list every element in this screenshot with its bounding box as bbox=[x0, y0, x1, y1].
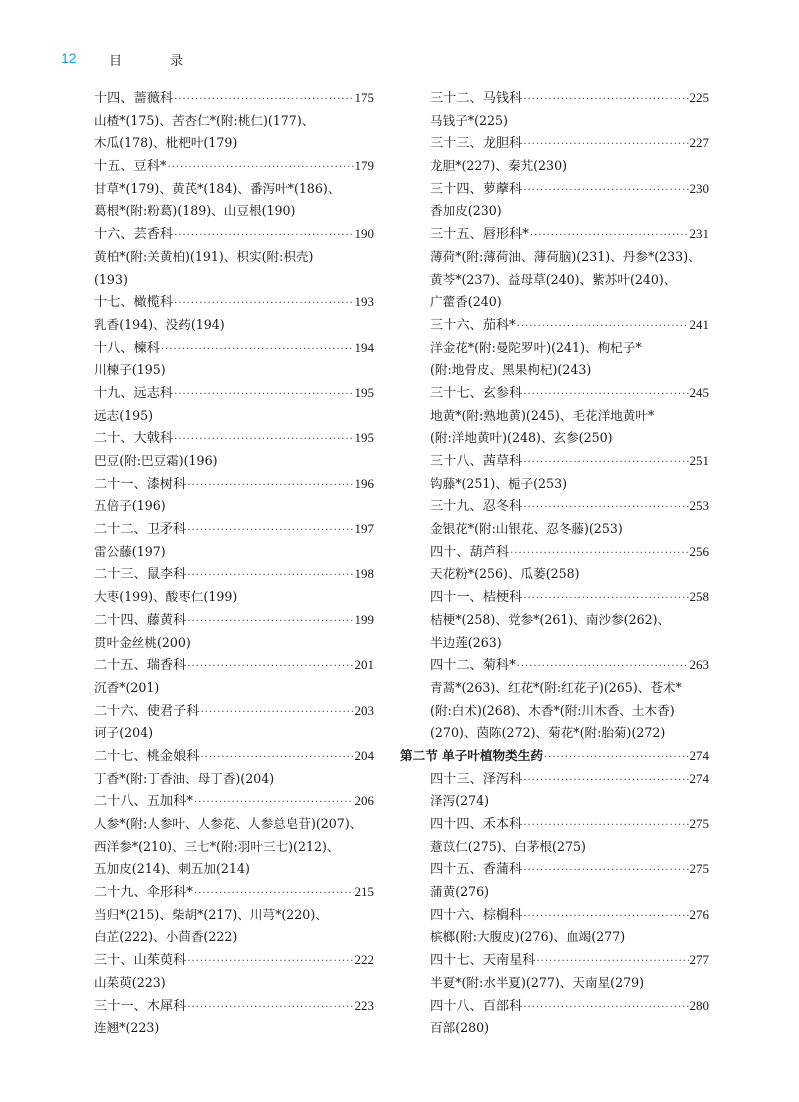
toc-drug-list: 巴豆(附:巴豆霜)(196) bbox=[94, 453, 218, 468]
toc-drug-list: 青蒿*(263)、红花*(附:红花子)(265)、苍术* bbox=[430, 679, 682, 695]
toc-family-entry bbox=[400, 541, 709, 564]
toc-leader-dots bbox=[523, 180, 688, 201]
toc-drug-list: 葛根*(附:粉葛)(189)、山豆根(190) bbox=[94, 203, 296, 219]
toc-page-number: 258 bbox=[689, 589, 709, 605]
toc-page-number: 206 bbox=[354, 793, 374, 809]
toc-leader-dots bbox=[523, 497, 688, 518]
toc-page-number: 275 bbox=[689, 816, 709, 831]
toc-drug-list: (193) bbox=[94, 271, 128, 287]
toc-page-number: 245 bbox=[689, 384, 709, 400]
toc-entry-label: 三十六、茄科* bbox=[430, 317, 516, 333]
toc-leader-dots bbox=[523, 860, 688, 881]
toc-drug-list: 半边莲(263) bbox=[430, 634, 502, 650]
toc-drug-list: 槟榔(附:大腹皮)(276)、血竭(277) bbox=[430, 929, 626, 945]
toc-entry-label: 四十五、香蒲科 bbox=[430, 862, 523, 878]
toc-entry-label: 十五、豆科* bbox=[94, 159, 167, 175]
toc-drug-list: 龙胆*(227)、秦艽(230) bbox=[430, 158, 567, 174]
toc-drug-list: 地黄*(附:熟地黄)(245)、毛花洋地黄叶* bbox=[430, 407, 655, 423]
toc-drug-list: 白芷(222)、小茴香(222) bbox=[94, 929, 238, 945]
toc-leader-dots bbox=[523, 770, 688, 791]
toc-family-entry bbox=[400, 768, 709, 791]
toc-drug-list: 黄芩*(237)、益母草(240)、紫苏叶(240)、 bbox=[430, 271, 677, 287]
toc-entry-label: 四十八、百部科 bbox=[430, 998, 523, 1014]
toc-entry-label: 二十六、使君子科 bbox=[94, 703, 200, 719]
toc-family-entry bbox=[94, 337, 374, 360]
toc-family-entry bbox=[400, 132, 709, 155]
toc-family-entry bbox=[94, 654, 374, 677]
toc-drug-list: 大枣(199)、酸枣仁(199) bbox=[94, 589, 238, 605]
toc-entry-label: 二十三、鼠李科 bbox=[94, 567, 187, 583]
toc-entry-label: 四十四、禾本科 bbox=[430, 817, 523, 832]
toc-entry-label: 三十七、玄参科 bbox=[430, 385, 523, 401]
toc-page-number: 203 bbox=[354, 702, 374, 718]
toc-leader-dots bbox=[523, 89, 688, 110]
toc-page-number: 263 bbox=[689, 657, 709, 673]
toc-drug-list: 山楂*(175)、苦杏仁*(附:桃仁)(177)、 bbox=[94, 112, 315, 128]
toc-entry-label: 二十、大戟科 bbox=[94, 431, 174, 447]
toc-entry-label: 二十七、桃金娘科 bbox=[94, 748, 200, 764]
toc-entry-label: 四十一、桔梗科 bbox=[430, 590, 523, 606]
toc-entry-label: 四十六、棕榈科 bbox=[430, 907, 523, 923]
toc-drug-list: 贯叶金丝桃(200) bbox=[94, 634, 191, 650]
toc-leader-dots bbox=[187, 951, 353, 972]
page-number: 12 bbox=[61, 50, 77, 66]
toc-entry-label: 二十九、伞形科* bbox=[94, 885, 193, 901]
running-title: 目 录 bbox=[109, 54, 206, 69]
toc-page-number: 222 bbox=[354, 952, 374, 968]
toc-leader-dots bbox=[510, 543, 688, 564]
toc-page-number: 274 bbox=[689, 770, 709, 786]
toc-family-entry bbox=[400, 314, 709, 337]
toc-family-entry bbox=[400, 949, 709, 972]
toc-page-number: 198 bbox=[354, 566, 374, 582]
toc-family-entry bbox=[400, 654, 709, 677]
toc-leader-dots bbox=[174, 225, 353, 246]
toc-drug-list: 蒲黄(276) bbox=[430, 884, 490, 900]
toc-drug-list: 人参*(附:人参叶、人参花、人参总皂苷)(207)、 bbox=[94, 816, 363, 831]
toc-drug-list: (270)、茵陈(272)、菊花*(附:胎菊)(272) bbox=[430, 725, 666, 741]
toc-leader-dots bbox=[523, 134, 688, 155]
toc-leader-dots bbox=[530, 225, 689, 246]
toc-drug-list: 沉香*(201) bbox=[94, 679, 160, 695]
toc-page-number: 256 bbox=[689, 543, 709, 559]
toc-section-entry bbox=[400, 745, 709, 768]
toc-drug-list: 西洋参*(210)、三七*(附:羽叶三七)(212)、 bbox=[94, 838, 340, 854]
toc-family-entry bbox=[94, 881, 374, 904]
toc-leader-dots bbox=[523, 997, 688, 1018]
toc-family-entry bbox=[94, 745, 374, 768]
toc-entry-label: 四十三、泽泻科 bbox=[430, 771, 523, 787]
toc-page-number: 251 bbox=[689, 453, 709, 468]
toc-family-entry bbox=[94, 87, 374, 110]
toc-family-entry bbox=[400, 995, 709, 1018]
toc-page-number: 194 bbox=[354, 339, 374, 355]
toc-drug-list: 丁香*(附:丁香油、母丁香)(204) bbox=[94, 770, 275, 786]
toc-family-entry bbox=[400, 87, 709, 110]
toc-drug-list: (附:白术)(268)、木香*(附:川木香、土木香) bbox=[430, 702, 675, 718]
toc-drug-list: 诃子(204) bbox=[94, 725, 154, 741]
toc-leader-dots bbox=[187, 656, 353, 677]
toc-entry-label: 三十二、马钱科 bbox=[430, 91, 523, 106]
toc-family-entry bbox=[400, 858, 709, 881]
toc-page-number: 227 bbox=[689, 135, 709, 151]
toc-entry-label: 二十四、藤黄科 bbox=[94, 612, 187, 628]
toc-page-number: 179 bbox=[354, 158, 374, 174]
toc-drug-list: 木瓜(178)、枇杷叶(179) bbox=[94, 135, 238, 151]
toc-drug-list: 乳香(194)、没药(194) bbox=[94, 316, 225, 332]
toc-right-column bbox=[400, 87, 709, 1040]
toc-family-entry bbox=[400, 904, 709, 927]
toc-drug-list: (附:洋地黄叶)(248)、玄参(250) bbox=[430, 430, 613, 446]
toc-page-number: 195 bbox=[354, 384, 374, 400]
toc-page-number: 253 bbox=[689, 498, 709, 514]
toc-page-number: 175 bbox=[354, 90, 374, 105]
toc-drug-list: 洋金花*(附:曼陀罗叶)(241)、枸杞子* bbox=[430, 339, 642, 355]
toc-family-entry bbox=[400, 382, 709, 405]
toc-drug-list: 钩藤*(251)、栀子(253) bbox=[430, 475, 567, 491]
toc-page-number: 274 bbox=[689, 747, 709, 763]
toc-drug-list: 金银花*(附:山银花、忍冬藤)(253) bbox=[430, 521, 623, 537]
toc-page-number: 199 bbox=[354, 611, 374, 627]
toc-family-entry bbox=[94, 949, 374, 972]
toc-drug-list: 五加皮(214)、刺五加(214) bbox=[94, 861, 250, 877]
toc-entry-label: 十六、芸香科 bbox=[94, 227, 174, 243]
toc-family-entry bbox=[400, 495, 709, 518]
toc-family-entry bbox=[94, 995, 374, 1018]
toc-drug-list: 百部(280) bbox=[430, 1020, 490, 1036]
toc-drug-list: (附:地骨皮、黑果枸杞)(243) bbox=[430, 362, 592, 378]
toc-entry-label: 十八、楝科 bbox=[94, 340, 160, 356]
toc-drug-list: 香加皮(230) bbox=[430, 203, 502, 219]
toc-drug-list: 连翘*(223) bbox=[94, 1020, 160, 1036]
toc-drug-list: 马钱子*(225) bbox=[430, 112, 508, 128]
toc-leader-dots bbox=[201, 747, 354, 768]
toc-page-number: 277 bbox=[689, 952, 709, 968]
toc-family-entry bbox=[94, 790, 374, 813]
toc-entry-label: 三十三、龙胆科 bbox=[430, 136, 523, 152]
toc-drug-list: 半夏*(附:水半夏)(277)、天南星(279) bbox=[430, 974, 645, 990]
toc-page-number: 231 bbox=[689, 226, 709, 242]
toc-drug-list: 薄荷*(附:薄荷油、薄荷脑)(231)、丹参*(233)、 bbox=[430, 248, 701, 264]
toc-leader-dots bbox=[517, 656, 689, 677]
toc-family-entry bbox=[400, 223, 709, 246]
toc-family-entry bbox=[400, 586, 709, 609]
toc-family-entry bbox=[94, 563, 374, 586]
toc-family-entry bbox=[94, 155, 374, 178]
toc-drug-list: 甘草*(179)、黄芪*(184)、番泻叶*(186)、 bbox=[94, 180, 341, 196]
toc-drug-list: 川楝子(195) bbox=[94, 362, 166, 378]
toc-drug-list: 远志(195) bbox=[94, 407, 154, 423]
toc-page-number: 193 bbox=[354, 294, 374, 310]
toc-entry-label: 三十五、唇形科* bbox=[430, 227, 529, 243]
toc-leader-dots bbox=[523, 588, 688, 609]
toc-leader-dots bbox=[187, 997, 353, 1018]
toc-page-number: 276 bbox=[689, 906, 709, 922]
toc-family-entry bbox=[400, 813, 709, 836]
toc-entry-label: 四十七、天南星科 bbox=[430, 953, 536, 969]
toc-drug-list: 泽泻(274) bbox=[430, 793, 490, 809]
toc-leader-dots bbox=[187, 475, 353, 496]
toc-entry-label: 第二节 单子叶植物类生药 bbox=[400, 747, 543, 763]
toc-page-number: 197 bbox=[354, 521, 374, 537]
toc-leader-dots bbox=[523, 815, 688, 836]
toc-page-number: 215 bbox=[354, 884, 374, 900]
toc-entry-label: 二十八、五加科* bbox=[94, 794, 193, 810]
toc-family-entry bbox=[94, 291, 374, 314]
toc-entry-label: 四十、葫芦科 bbox=[430, 544, 510, 560]
toc-page-number: 223 bbox=[354, 997, 374, 1013]
toc-entry-label: 十四、蔷薇科 bbox=[94, 91, 174, 106]
toc-leader-dots bbox=[523, 384, 688, 405]
toc-drug-list: 山茱萸(223) bbox=[94, 974, 166, 990]
toc-page-number: 225 bbox=[689, 90, 709, 105]
toc-page-number: 204 bbox=[354, 747, 374, 763]
toc-leader-dots bbox=[517, 316, 689, 337]
toc-leader-dots bbox=[187, 611, 353, 632]
toc-family-entry bbox=[94, 382, 374, 405]
toc-leader-dots bbox=[544, 747, 689, 768]
toc-leader-dots bbox=[174, 384, 353, 405]
toc-page-number: 275 bbox=[689, 861, 709, 877]
toc-family-entry bbox=[94, 700, 374, 723]
toc-leader-dots bbox=[194, 792, 354, 813]
toc-drug-list: 当归*(215)、柴胡*(217)、川芎*(220)、 bbox=[94, 906, 328, 922]
toc-leader-dots bbox=[174, 429, 353, 450]
toc-entry-label: 三十四、萝藦科 bbox=[430, 181, 523, 197]
toc-leader-dots bbox=[187, 565, 353, 586]
toc-entry-label: 二十二、卫矛科 bbox=[94, 522, 187, 538]
toc-family-entry bbox=[94, 223, 374, 246]
toc-leader-dots bbox=[174, 293, 353, 314]
toc-entry-label: 三十、山茱萸科 bbox=[94, 953, 187, 969]
toc-family-entry bbox=[94, 427, 374, 450]
toc-family-entry bbox=[94, 473, 374, 496]
toc-leader-dots bbox=[201, 702, 354, 723]
toc-entry-label: 二十一、漆树科 bbox=[94, 476, 187, 492]
toc-entry-label: 十九、远志科 bbox=[94, 385, 174, 401]
toc-page-number: 280 bbox=[689, 997, 709, 1013]
toc-entry-label: 四十二、菊科* bbox=[430, 658, 516, 674]
toc-leader-dots bbox=[174, 89, 353, 110]
toc-leader-dots bbox=[523, 452, 688, 473]
toc-drug-list: 薏苡仁(275)、白茅根(275) bbox=[430, 838, 586, 854]
toc-page-number: 195 bbox=[354, 430, 374, 446]
toc-drug-list: 五倍子(196) bbox=[94, 498, 166, 514]
toc-drug-list: 广藿香(240) bbox=[430, 294, 502, 310]
toc-page-number: 230 bbox=[689, 180, 709, 196]
toc-drug-list: 桔梗*(258)、党参*(261)、南沙参(262)、 bbox=[430, 611, 671, 627]
toc-family-entry bbox=[94, 518, 374, 541]
toc-entry-label: 三十一、木犀科 bbox=[94, 998, 187, 1014]
toc-entry-label: 三十九、忍冬科 bbox=[430, 499, 523, 515]
toc-leader-dots bbox=[537, 951, 689, 972]
toc-leader-dots bbox=[194, 883, 354, 904]
toc-family-entry bbox=[94, 609, 374, 632]
toc-entry-label: 十七、橄榄科 bbox=[94, 295, 174, 311]
toc-page-number: 201 bbox=[354, 657, 374, 673]
toc-leader-dots bbox=[187, 520, 353, 541]
toc-entry-label: 二十五、瑞香科 bbox=[94, 658, 187, 674]
toc-family-entry bbox=[400, 450, 709, 473]
toc-page-number: 241 bbox=[689, 316, 709, 332]
toc-leader-dots bbox=[168, 157, 354, 178]
toc-leader-dots bbox=[161, 339, 354, 360]
toc-drug-list: 雷公藤(197) bbox=[94, 543, 166, 559]
toc-page-number: 190 bbox=[354, 226, 374, 242]
toc-drug-list: 黄柏*(附:关黄柏)(191)、枳实(附:枳壳) bbox=[94, 248, 314, 264]
toc-family-entry bbox=[400, 178, 709, 201]
toc-entry-label: 三十八、茜草科 bbox=[430, 454, 523, 469]
toc-leader-dots bbox=[523, 906, 688, 927]
toc-drug-list: 天花粉*(256)、瓜蒌(258) bbox=[430, 566, 580, 582]
toc-left-column bbox=[94, 87, 374, 1040]
toc-page-number: 196 bbox=[354, 475, 374, 491]
